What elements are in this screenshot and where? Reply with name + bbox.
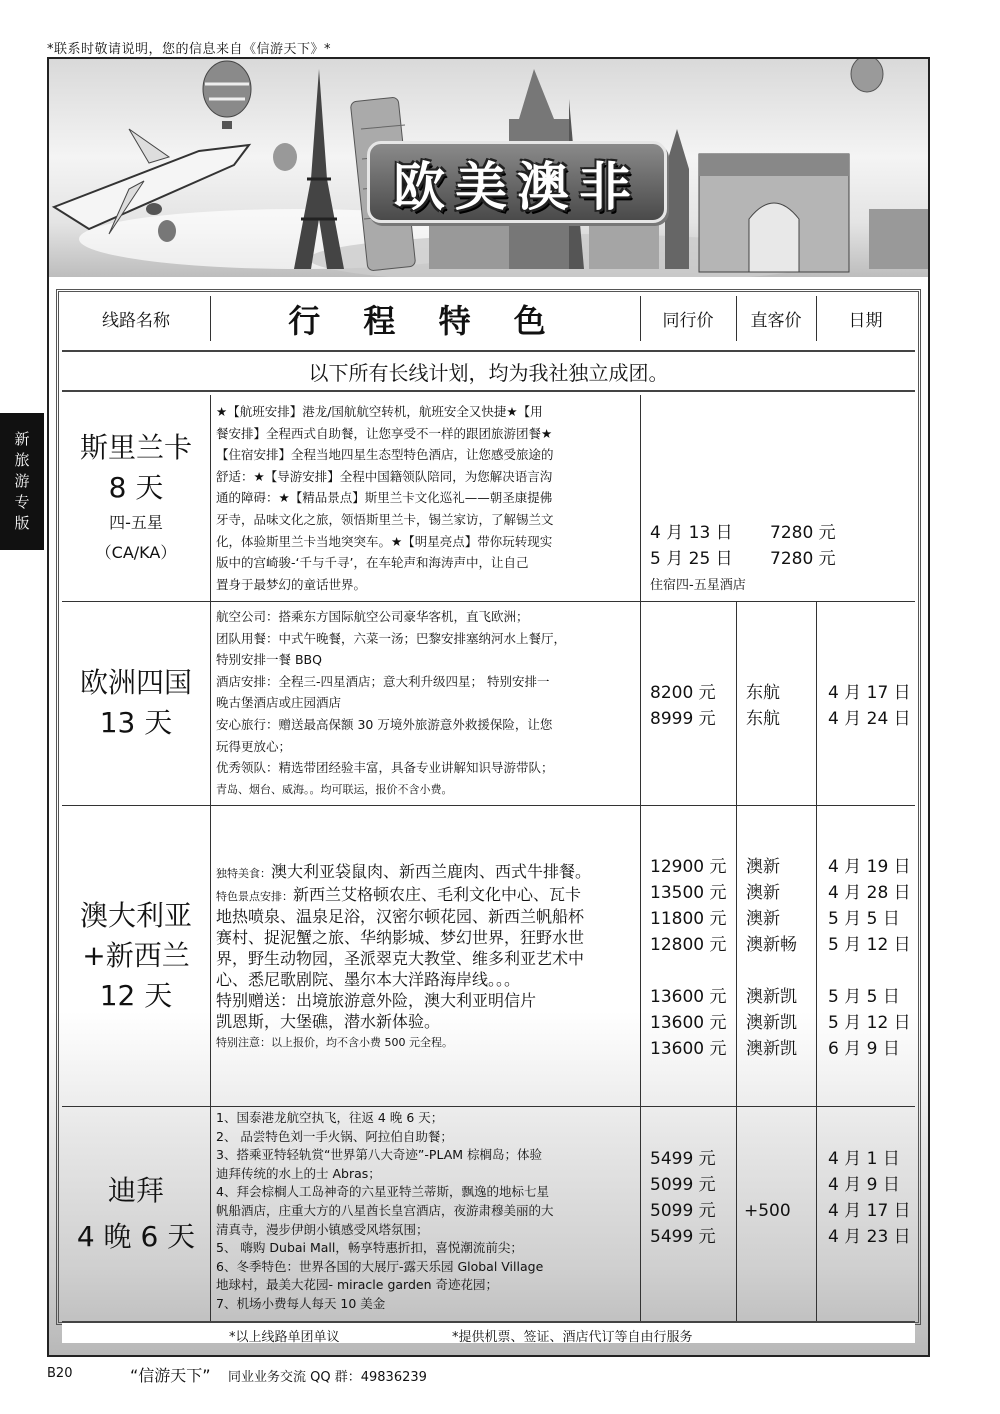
departure-date: 5 月 5 日	[828, 909, 900, 929]
desc-line: 6、冬季特色：世界各国的大展厅-露天乐园 Global Village	[216, 1258, 544, 1274]
price: 5499 元	[650, 1149, 716, 1169]
price: 5099 元	[650, 1201, 716, 1221]
airline: 东航	[746, 709, 780, 729]
price: 13600 元	[650, 1039, 727, 1059]
side-tab-char: 新	[14, 430, 30, 448]
hot-air-balloon-icon	[851, 59, 883, 92]
route-description	[216, 606, 640, 800]
hot-air-balloon-icon	[158, 220, 176, 242]
price: 5099 元	[650, 1175, 716, 1195]
desc-line: 安心旅行：赠送最高保额 30 万境外旅游意外救援保险，让您	[216, 716, 553, 732]
page-frame	[47, 57, 930, 1357]
desc-line: 舒适：★【导游安排】全程中国籍领队陪同，为您解决语言沟	[216, 468, 553, 484]
grid-line	[640, 395, 641, 1321]
header-date: 日期	[848, 311, 883, 331]
desc-line: ★【航班安排】港龙/国航航空转机，航班安全又快捷★【用	[216, 404, 543, 419]
desc-line: 青岛、烟台、威海。。均可联运，报价不含小费。	[216, 782, 453, 796]
price: 13600 元	[650, 1013, 727, 1033]
departure-date: 4 月 28 日	[828, 883, 911, 903]
airline: 澳新畅	[746, 935, 797, 955]
desc-label: 特色景点安排：	[216, 889, 293, 903]
departure-date: 4 月 9 日	[828, 1175, 900, 1195]
desc-line	[216, 861, 640, 884]
airline: 东航	[746, 683, 780, 703]
desc-line: 玩得更放心；	[216, 738, 292, 754]
price: 8200 元	[650, 683, 716, 703]
footer-left: *以上线路单团单议	[229, 1330, 340, 1345]
desc-line: 7、机场小费每人每天 10 美金	[216, 1295, 386, 1311]
side-tab-char: 专	[14, 493, 30, 511]
desc-label: 独特美食：	[216, 867, 271, 880]
price: 7280 元	[770, 549, 836, 569]
desc-line: 特别安排一餐 BBQ	[216, 652, 322, 668]
price: 12800 元	[650, 935, 727, 955]
price: 8999 元	[650, 709, 716, 729]
route-description	[216, 401, 640, 595]
desc-line: 5、 嗨购 Dubai Mall，畅享特惠折扣，喜悦潮流前尖；	[216, 1240, 523, 1256]
departure-date: 4 月 23 日	[828, 1227, 911, 1247]
footer-right: *提供机票、签证、酒店代订等自由行服务	[452, 1330, 693, 1345]
departure-date: 5 月 12 日	[828, 935, 911, 955]
header-features: 行 程 特 色	[288, 301, 562, 340]
desc-line: 优秀领队：精选带团经验丰富，具备专业讲解知识导游带队；	[216, 760, 554, 776]
desc-line: 航空公司：搭乘东方国际航空公司豪华客机，直飞欧洲；	[216, 609, 529, 624]
slogan: “信游天下”	[130, 1366, 211, 1385]
departure-date: 4 月 24 日	[828, 709, 911, 729]
route-airline-code: （CA/KA）	[95, 543, 177, 562]
desc-line: 界，野生动物园，圣派翠克大教堂、维多利亚艺术中	[216, 949, 585, 969]
side-tab	[0, 413, 44, 550]
departure-date: 5 月 12 日	[828, 1013, 911, 1033]
top-note: *联系时敬请说明，您的信息来自《信游天下》*	[47, 42, 332, 57]
desc-line: 凯恩斯，大堡礁，潜水新体验。	[216, 1012, 441, 1032]
grid-line	[210, 296, 211, 341]
route-hotel-grade: 四-五星	[109, 513, 163, 532]
side-tab-char: 旅	[14, 451, 30, 469]
desc-line: 化，体验斯里兰卡当地突突车。★【明星亮点】带你玩转现实	[216, 533, 553, 549]
header-route: 线路名称	[102, 311, 170, 331]
route-description	[216, 1109, 640, 1314]
hot-air-balloon-icon	[273, 143, 297, 171]
route-title: 迪拜	[107, 1173, 164, 1207]
desc-line: 酒店安排：全程三-四星酒店；意大利升级四星； 特别安排一	[216, 673, 550, 689]
banner-title: 欧美澳非	[392, 157, 641, 218]
price: 5499 元	[650, 1227, 716, 1247]
departure-date: 6 月 9 日	[828, 1039, 900, 1059]
hot-air-balloon-icon	[203, 61, 251, 129]
airline: 澳新	[746, 857, 780, 877]
route-name-dubai	[62, 1106, 210, 1321]
departure-date: 4 月 1 日	[828, 1149, 900, 1169]
header-trade-price: 同行价	[662, 311, 714, 331]
direct-price-extra: +500	[744, 1201, 791, 1221]
departure-date: 4 月 17 日	[828, 683, 911, 703]
big-ben-icon	[665, 129, 689, 269]
grid-line	[816, 601, 817, 1321]
desc-line: 置身于最梦幻的童话世界。	[216, 576, 367, 592]
banner-title-box	[367, 141, 667, 223]
route-duration: 12 天	[99, 978, 173, 1012]
desc-line: 通的障碍：★【精品景点】斯里兰卡文化巡礼——朝圣康提佛	[216, 490, 553, 506]
desc-line: 版中的宫崎骏-‘千与千寻’，在车轮声和海涛声中，让自己	[216, 555, 529, 571]
desc-text: 澳大利亚袋鼠肉、新西兰鹿肉、西式牛排餐。	[271, 862, 592, 881]
desc-line	[216, 884, 640, 907]
price: 13500 元	[650, 883, 727, 903]
grid-line	[736, 601, 737, 1321]
price: 7280 元	[770, 523, 836, 543]
airline: 澳新凯	[746, 1039, 797, 1059]
route-duration: 13 天	[99, 706, 173, 739]
desc-line: 2、 品尝特色刘一手火锅、阿拉伯自助餐；	[216, 1128, 453, 1144]
notice-banner: 以下所有长线计划，均为我社独立成团。	[62, 350, 915, 392]
departure-date: 5 月 5 日	[828, 987, 900, 1007]
departure-date: 4 月 17 日	[828, 1201, 911, 1221]
desc-line: 心、悉尼歌剧院、墨尔本大洋路海岸线。。。	[216, 970, 521, 990]
desc-line: 帆船酒店，庄重大方的八星酋长皇宫酒店，夜游肃穆美丽的大	[216, 1202, 554, 1218]
route-duration: 4 晚 6 天	[76, 1219, 196, 1253]
arc-de-triomphe-icon	[699, 154, 849, 272]
route-table	[49, 281, 928, 1355]
desc-line: 晚古堡酒店或庄园酒店	[216, 695, 342, 711]
route-title: 斯里兰卡	[79, 431, 192, 464]
price: 12900 元	[650, 857, 727, 877]
price: 11800 元	[650, 909, 727, 929]
desc-line: 餐安排】全程西式自助餐，让您享受不一样的跟团旅游团餐★	[216, 425, 553, 441]
banner	[49, 59, 928, 277]
airline: 澳新	[746, 883, 780, 903]
desc-text: 新西兰艾格顿农庄、毛利文化中心、瓦卡	[293, 884, 582, 904]
route-name-australia-nz	[62, 805, 210, 1106]
route-description	[216, 861, 640, 1054]
side-tab-char: 游	[14, 472, 30, 490]
desc-line: 赛村、捉泥蟹之旅、华纳影城、梦幻世界，狂野水世	[216, 928, 585, 948]
qq-group: 同业业务交流 QQ 群：49836239	[228, 1370, 427, 1385]
route-title: 欧洲四国	[79, 666, 192, 699]
desc-line: 地球村，最美大花园- miracle garden 奇迹花园；	[216, 1277, 498, 1293]
desc-line: 特别注意：以上报价，均不含小费 500 元全程。	[216, 1036, 453, 1050]
desc-line: 【住宿安排】全程当地四星生态型特色酒店，让您感受旅途的	[216, 447, 554, 463]
airline: 澳新凯	[746, 987, 797, 1007]
route-duration: 8 天	[108, 471, 164, 504]
departure-date: 4 月 13 日	[650, 523, 733, 543]
desc-line: 4、拜会棕榈人工岛神奇的六星亚特兰蒂斯，飘逸的地标七星	[216, 1184, 549, 1200]
airline: 澳新凯	[746, 1013, 797, 1033]
hotel-note: 住宿四-五星酒店	[650, 578, 746, 593]
desc-line: 3、搭乘亚特轻轨赏“世界第八大奇迹”-PLAM 棕榈岛；体验	[216, 1147, 543, 1163]
departure-date: 4 月 19 日	[828, 857, 911, 877]
desc-line: 牙寺，品味文化之旅，领悟斯里兰卡，锡兰家访，了解锡兰文	[216, 511, 554, 527]
grid-line	[210, 395, 211, 1321]
page-number: B20	[47, 1366, 73, 1381]
grid-line	[816, 296, 817, 341]
table-footer	[62, 1321, 915, 1343]
grid-line	[640, 296, 641, 341]
price: 13600 元	[650, 987, 727, 1007]
grid-line	[736, 296, 737, 341]
route-title-2: +新西兰	[82, 938, 190, 972]
header-direct-price: 直客价	[750, 311, 802, 331]
route-name-sri-lanka	[62, 395, 210, 601]
route-name-europe	[62, 601, 210, 805]
departure-date: 5 月 25 日	[650, 549, 733, 569]
desc-line: 地热喷泉、温泉足浴，汉密尔顿花园、新西兰帆船杯	[216, 907, 585, 927]
side-tab-char: 版	[14, 514, 30, 532]
airline: 澳新	[746, 909, 780, 929]
desc-line: 特别赠送：出境旅游意外险，澳大利亚明信片	[216, 991, 537, 1011]
desc-line: 清真寺，漫步伊朗小镇感受风塔氛围；	[216, 1221, 429, 1237]
desc-line: 迪拜传统的水上的士 Abras；	[216, 1165, 381, 1181]
desc-line: 1、国泰港龙航空执飞，往返 4 晚 6 天；	[216, 1110, 444, 1125]
route-title: 澳大利亚	[79, 898, 192, 932]
desc-line: 团队用餐：中式午晚餐，六菜一汤；巴黎安排塞纳河水上餐厅，	[216, 630, 567, 646]
